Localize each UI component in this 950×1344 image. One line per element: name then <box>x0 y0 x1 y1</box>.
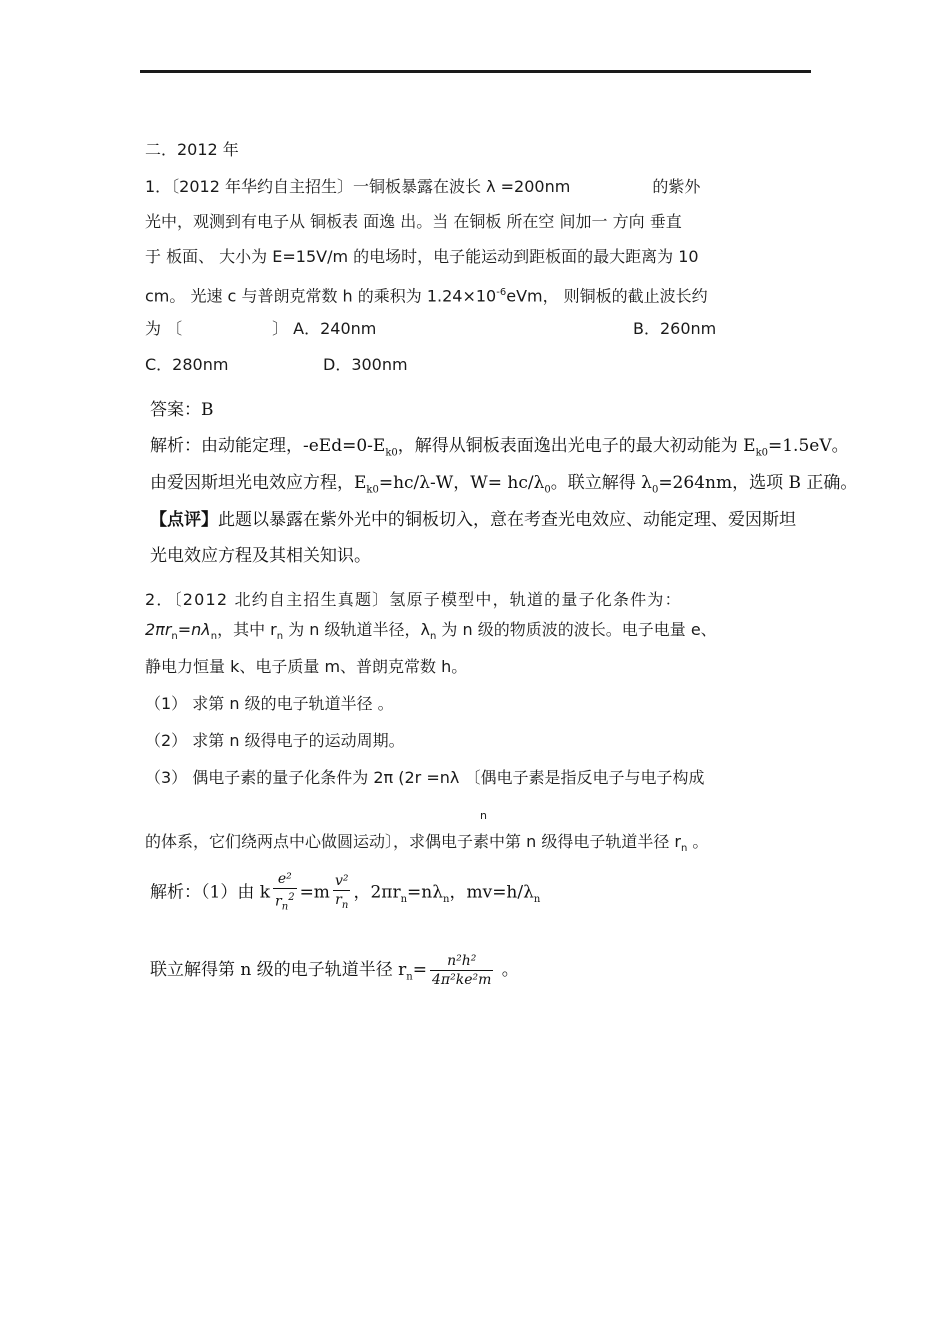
q2-analysis: 解析：（1）由 k $\frac{\text{e²}}{r_n^2}$ =m $\frac{\text{v²}}{r_n}$ ，$2\pi r_n=n\lambda_n$，$mv=h/\lambda_n$ <box>150 870 540 916</box>
fraction-e2-over-rn2: $\frac{\text{e²}}{r_n^2}$ <box>275 871 295 913</box>
q1-line-3: 于 板面、 大小为 E=15V/m 的电场时，电子能运动到距板面的最大距离为 10 <box>145 247 699 266</box>
header-rule <box>140 70 811 73</box>
fraction-v2-over-rn: $\frac{\text{v²}}{r_n}$ <box>334 872 349 911</box>
q2-line-3: 静电力恒量 k、电子质量 m、普朗克常数 h。 <box>145 657 468 676</box>
q2-result: 联立解得第 n 级的电子轨道半径 $r_n=$ $\frac{\text{n²h²}}{\text{4π²ke²m}}$ 。 <box>150 953 519 988</box>
q2-part-3: （3） 偶电子素的量子化条件为 2π (2r =nλ 〔偶电子素是指反电子与电子构成 <box>145 768 705 787</box>
q2-part-2: （2） 求第 n 级得电子的运动周期。 <box>145 731 405 750</box>
q1-line-4: cm。 光速 c 与普朗克常数 h 的乘积为 $1.24\times 10^{-6}eVm$， 则铜板的截止波长约 <box>145 286 708 306</box>
q1-comment-2: 光电效应方程及其相关知识。 <box>150 546 371 566</box>
q2-line-2: $2\pi r_n=n\lambda_n$，其中 $r_n$ 为 n 级轨道半径，$\lambda_n$ 为 n 级的物质波的波长。电子电量 e、 <box>145 620 717 643</box>
section-title: 二．2012 年 <box>145 140 239 159</box>
q1-line-1a: 1．〔2012 年华约自主招生〕一铜板暴露在波长 λ =200nm <box>145 177 571 196</box>
q2-part-3-line-2: 的体系，它们绕两点中心做圆运动〕，求偶电子素中第 n 级得电子轨道半径 $r_n$ 。 <box>145 832 709 855</box>
q2-line-1: 2．〔2012 北约自主招生真题〕氢原子模型中，轨道的量子化条件为： <box>145 590 682 609</box>
q1-option-b: B．260nm <box>633 319 717 338</box>
q1-option-d: D．300nm <box>323 355 408 374</box>
comment-label: 【点评】 <box>150 510 218 530</box>
q1-comment-1: 【点评】此题以暴露在紫外光中的铜板切入，意在考查光电效应、动能定理、爱因斯坦 <box>150 510 796 530</box>
q1-analysis-1: 解析：由动能定理，$-eEd=0-E_{k0}$，解得从铜板表面逸出光电子的最大初动能为 $E_{k0}=1.5eV$。 <box>150 436 849 459</box>
q1-option-c: C．280nm <box>145 355 229 374</box>
q1-line-1 <box>145 177 700 197</box>
q1-answer: 答案：B <box>150 400 214 420</box>
q2-part-1: （1） 求第 n 级的电子轨道半径 。 <box>145 694 394 713</box>
q1-line-1b: 的紫外 <box>652 177 701 196</box>
fraction-radius-result: $\frac{\text{n²h²}}{\text{4π²ke²m}}$ <box>432 953 492 988</box>
q1-line-2: 光中，观测到有电子从 铜板表 面逸 出。当 在铜板 所在空 间加一 方向 垂直 <box>145 212 682 231</box>
q1-analysis-2: 由爱因斯坦光电效应方程，$E_{k0}=hc/\lambda-W$，$W= hc/\lambda_0$。联立解得 $\lambda_0=264nm$，选项 B 正确。 <box>150 473 858 496</box>
q1-line-5: 为 〔 〕 A．240nm <box>145 319 377 338</box>
q2-part-3-subscript: n <box>480 809 487 822</box>
